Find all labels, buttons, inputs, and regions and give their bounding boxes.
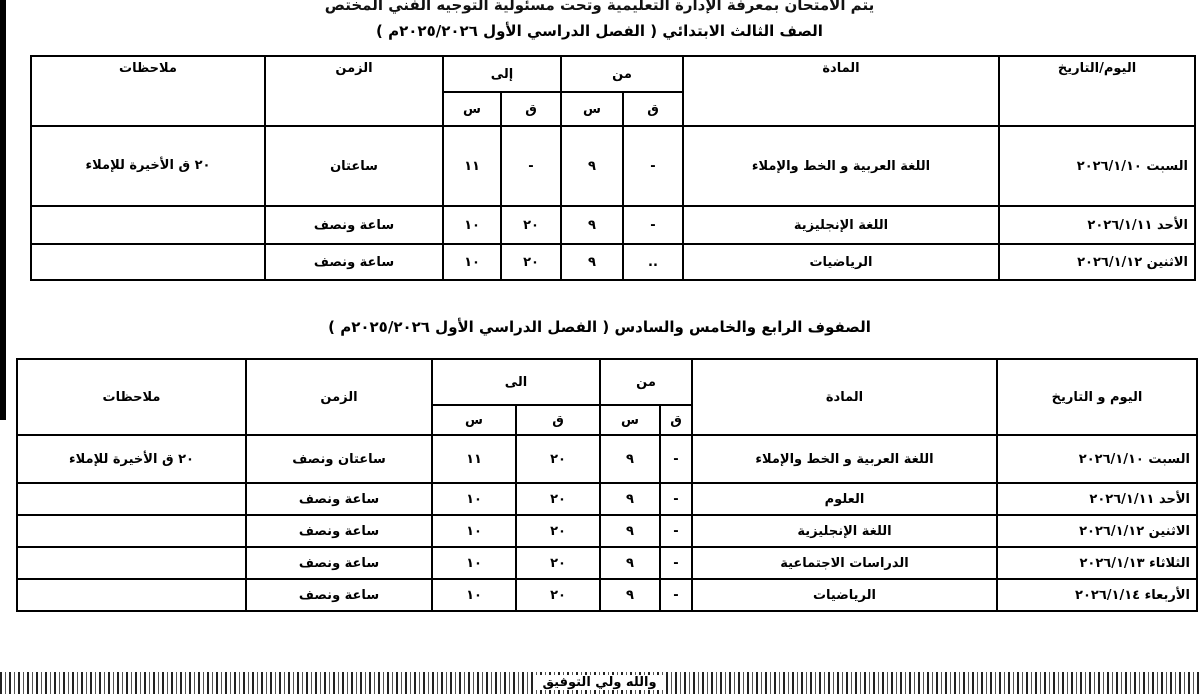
cell-from-hr: ٩ bbox=[561, 206, 623, 244]
section2-table bbox=[16, 358, 1198, 612]
cell-from-hr: ٩ bbox=[600, 435, 660, 483]
cell-subject: اللغة العربية و الخط والإملاء bbox=[692, 435, 997, 483]
cell-to-min: - bbox=[501, 126, 561, 206]
cell-from-hr: ٩ bbox=[600, 547, 660, 579]
table-row bbox=[17, 483, 1197, 515]
cell-from-hr: ٩ bbox=[600, 483, 660, 515]
cell-date: الثلاثاء ٢٠٢٦/١/١٣ bbox=[997, 547, 1197, 579]
cell-subject: الدراسات الاجتماعية bbox=[692, 547, 997, 579]
cell-to-min: ٢٠ bbox=[516, 515, 600, 547]
footer-line bbox=[0, 672, 1199, 694]
cell-subject: اللغة الإنجليزية bbox=[692, 515, 997, 547]
cell-to-min: ٢٠ bbox=[501, 244, 561, 280]
cell-date: السبت ٢٠٢٦/١/١٠ bbox=[997, 435, 1197, 483]
table-row bbox=[31, 206, 1195, 244]
cell-from-min: - bbox=[623, 206, 683, 244]
header-date: اليوم/التاريخ bbox=[999, 56, 1195, 126]
cell-from-min: .. bbox=[623, 244, 683, 280]
header-to-hr: س bbox=[432, 405, 516, 435]
section2-caption: الصفوف الرابع والخامس والسادس ( الفصل الدراسي الأول ٢٠٢٥/٢٠٢٦م ) bbox=[328, 318, 871, 336]
cell-to-hr: ١١ bbox=[443, 126, 501, 206]
page-edge-border bbox=[0, 0, 6, 420]
cell-to-hr: ١٠ bbox=[443, 206, 501, 244]
cell-to-hr: ١٠ bbox=[432, 579, 516, 611]
cell-duration: ساعة ونصف bbox=[246, 483, 432, 515]
cell-from-min: - bbox=[660, 547, 692, 579]
cell-subject: اللغة الإنجليزية bbox=[683, 206, 999, 244]
cell-notes: ٢٠ ق الأخيرة للإملاء bbox=[31, 126, 265, 206]
header-from: من bbox=[600, 359, 692, 405]
cell-date: الأحد ٢٠٢٦/١/١١ bbox=[997, 483, 1197, 515]
header-to-min: ق bbox=[516, 405, 600, 435]
section1-table bbox=[30, 55, 1196, 281]
header-subject: المادة bbox=[692, 359, 997, 435]
footer-text: والله ولي التوفيق bbox=[536, 675, 662, 690]
cell-subject: الرياضيات bbox=[683, 244, 999, 280]
cell-date: الاثنين ٢٠٢٦/١/١٢ bbox=[997, 515, 1197, 547]
table-row bbox=[31, 126, 1195, 206]
cell-to-hr: ١١ bbox=[432, 435, 516, 483]
header-notes: ملاحظات bbox=[17, 359, 246, 435]
cell-duration: ساعة ونصف bbox=[265, 244, 443, 280]
cell-duration: ساعة ونصف bbox=[246, 579, 432, 611]
cell-notes bbox=[17, 483, 246, 515]
table-row bbox=[17, 579, 1197, 611]
cell-from-min: - bbox=[623, 126, 683, 206]
cell-to-hr: ١٠ bbox=[432, 483, 516, 515]
cell-from-hr: ٩ bbox=[600, 579, 660, 611]
cell-date: الأحد ٢٠٢٦/١/١١ bbox=[999, 206, 1195, 244]
cell-to-min: ٢٠ bbox=[516, 547, 600, 579]
cell-subject: العلوم bbox=[692, 483, 997, 515]
cell-to-hr: ١٠ bbox=[443, 244, 501, 280]
cell-to-min: ٢٠ bbox=[516, 483, 600, 515]
cell-to-min: ٢٠ bbox=[516, 579, 600, 611]
cell-from-min: - bbox=[660, 435, 692, 483]
cell-notes bbox=[17, 515, 246, 547]
table-row bbox=[17, 515, 1197, 547]
cell-date: السبت ٢٠٢٦/١/١٠ bbox=[999, 126, 1195, 206]
cell-date: الأربعاء ٢٠٢٦/١/١٤ bbox=[997, 579, 1197, 611]
header-duration: الزمن bbox=[246, 359, 432, 435]
section1-caption: الصف الثالث الابتدائي ( الفصل الدراسي الأول ٢٠٢٥/٢٠٢٦م ) bbox=[376, 22, 823, 40]
header-from-hr: س bbox=[561, 92, 623, 126]
cell-from-hr: ٩ bbox=[600, 515, 660, 547]
table-row bbox=[17, 435, 1197, 483]
header-to-hr: س bbox=[443, 92, 501, 126]
cell-from-min: - bbox=[660, 483, 692, 515]
cell-from-min: - bbox=[660, 515, 692, 547]
header-date: اليوم و التاريخ bbox=[997, 359, 1197, 435]
cell-notes: ٢٠ ق الأخيرة للإملاء bbox=[17, 435, 246, 483]
header-duration: الزمن bbox=[265, 56, 443, 126]
cell-notes bbox=[17, 547, 246, 579]
cell-duration: ساعة ونصف bbox=[246, 547, 432, 579]
header-from-min: ق bbox=[660, 405, 692, 435]
cell-duration: ساعة ونصف bbox=[265, 206, 443, 244]
cell-from-min: - bbox=[660, 579, 692, 611]
cell-notes bbox=[17, 579, 246, 611]
header-from-min: ق bbox=[623, 92, 683, 126]
cell-from-hr: ٩ bbox=[561, 244, 623, 280]
cell-duration: ساعتان ونصف bbox=[246, 435, 432, 483]
cell-to-hr: ١٠ bbox=[432, 547, 516, 579]
header-to-min: ق bbox=[501, 92, 561, 126]
header-notes: ملاحظات bbox=[31, 56, 265, 126]
header-subject: المادة bbox=[683, 56, 999, 126]
cell-subject: الرياضيات bbox=[692, 579, 997, 611]
cell-from-hr: ٩ bbox=[561, 126, 623, 206]
top-instruction-line: يتم الامتحان بمعرفة الإدارة التعليمية وتحت مسئولية التوجيه الفني المختص bbox=[324, 0, 875, 14]
table-row bbox=[17, 547, 1197, 579]
cell-to-min: ٢٠ bbox=[516, 435, 600, 483]
cell-to-hr: ١٠ bbox=[432, 515, 516, 547]
header-from: من bbox=[561, 56, 683, 92]
cell-duration: ساعة ونصف bbox=[246, 515, 432, 547]
header-from-hr: س bbox=[600, 405, 660, 435]
header-to: إلى bbox=[443, 56, 561, 92]
header-to: الى bbox=[432, 359, 600, 405]
cell-date: الاثنين ٢٠٢٦/١/١٢ bbox=[999, 244, 1195, 280]
cell-notes bbox=[31, 244, 265, 280]
cell-to-min: ٢٠ bbox=[501, 206, 561, 244]
cell-duration: ساعتان bbox=[265, 126, 443, 206]
cell-subject: اللغة العربية و الخط والإملاء bbox=[683, 126, 999, 206]
cell-notes bbox=[31, 206, 265, 244]
table-row bbox=[31, 244, 1195, 280]
